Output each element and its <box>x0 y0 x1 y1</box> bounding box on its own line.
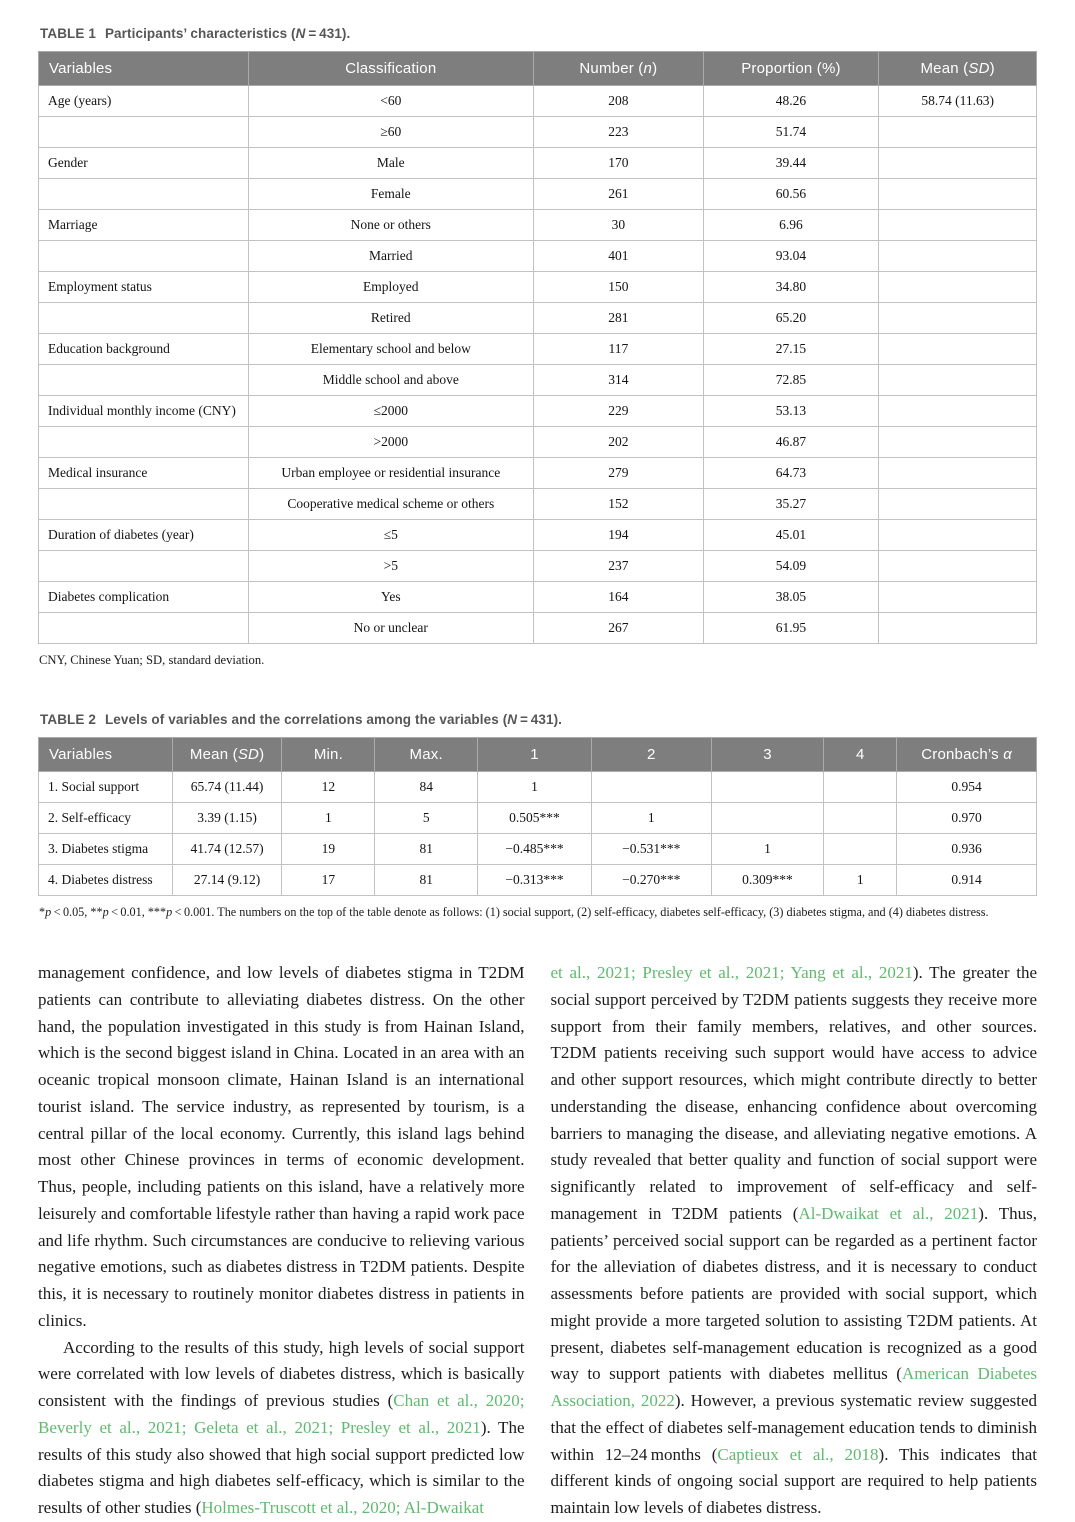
table-cell <box>879 334 1037 365</box>
table-cell: Medical insurance <box>39 458 249 489</box>
table-cell: Urban employee or residential insurance <box>248 458 533 489</box>
body-text-segment: ). This indicates that different kinds of ongoing social support are required to help patients maintain low levels of diabetes distress. <box>550 1444 1037 1517</box>
table-row <box>39 272 1037 303</box>
citation-link[interactable]: Al-Dwaikat et al., 2021 <box>798 1203 979 1223</box>
table-cell: 1 <box>478 772 592 803</box>
table-cell: Diabetes complication <box>39 582 249 613</box>
table-row <box>39 489 1037 520</box>
table-cell <box>879 613 1037 644</box>
table-cell: 202 <box>534 427 704 458</box>
column-header: Mean (SD) <box>879 52 1037 86</box>
table2-variable-correlations <box>38 737 1037 896</box>
table-cell: 0.970 <box>897 803 1037 834</box>
table-row <box>39 551 1037 582</box>
citation-link[interactable]: American Diabetes Association, 2022 <box>550 1364 1038 1410</box>
table-cell: 61.95 <box>703 613 879 644</box>
table-row <box>39 303 1037 334</box>
table-cell: 170 <box>534 148 704 179</box>
table-cell: 1 <box>824 865 897 896</box>
table-cell: 65.20 <box>703 303 879 334</box>
table-cell <box>711 772 824 803</box>
table-cell: 64.73 <box>703 458 879 489</box>
table-cell: 1 <box>591 803 711 834</box>
table-cell: 0.954 <box>897 772 1037 803</box>
table-cell: Education background <box>39 334 249 365</box>
table1-caption <box>40 26 1037 41</box>
table-cell: 39.44 <box>703 148 879 179</box>
table-cell <box>824 834 897 865</box>
table-row <box>39 613 1037 644</box>
table-row <box>39 772 1037 803</box>
table-cell <box>39 117 249 148</box>
table-cell: Marriage <box>39 210 249 241</box>
table-cell <box>711 803 824 834</box>
table2-caption <box>40 712 1037 727</box>
table-cell <box>879 303 1037 334</box>
table2-caption-text: Levels of variables and the correlations among the variables (N = 431). <box>104 712 563 727</box>
table-cell: Cooperative medical scheme or others <box>248 489 533 520</box>
table1-caption-text: Participants’ characteristics (N = 431). <box>104 26 351 41</box>
table-cell: Yes <box>248 582 533 613</box>
table2-header <box>39 738 1037 772</box>
table-cell: 0.914 <box>897 865 1037 896</box>
table-cell: 53.13 <box>703 396 879 427</box>
table-cell: 152 <box>534 489 704 520</box>
table-cell: None or others <box>248 210 533 241</box>
table-cell: 223 <box>534 117 704 148</box>
table-cell: 41.74 (12.57) <box>172 834 282 865</box>
table1-participants-characteristics <box>38 51 1037 644</box>
table-cell <box>879 520 1037 551</box>
table-cell: Married <box>248 241 533 272</box>
citation-link[interactable]: et al., 2021; Presley et al., 2021; Yang et al., 2021 <box>550 963 913 982</box>
table-cell: >2000 <box>248 427 533 458</box>
table-cell <box>879 210 1037 241</box>
table-cell <box>879 489 1037 520</box>
table-cell <box>879 272 1037 303</box>
table-cell: 93.04 <box>703 241 879 272</box>
table-cell: 48.26 <box>703 86 879 117</box>
body-column-right <box>551 960 1038 1522</box>
table-row <box>39 241 1037 272</box>
table-row <box>39 582 1037 613</box>
table-cell: No or unclear <box>248 613 533 644</box>
table-cell <box>591 772 711 803</box>
table-cell: Elementary school and below <box>248 334 533 365</box>
table-cell: 81 <box>375 834 478 865</box>
table-cell: 1. Social support <box>39 772 173 803</box>
table-row <box>39 834 1037 865</box>
table-cell: 237 <box>534 551 704 582</box>
table-cell: 1 <box>711 834 824 865</box>
table-cell: 65.74 (11.44) <box>172 772 282 803</box>
table-cell: Age (years) <box>39 86 249 117</box>
table-cell: ≥60 <box>248 117 533 148</box>
table-cell: 5 <box>375 803 478 834</box>
column-header: Variables <box>39 738 173 772</box>
table-cell: 164 <box>534 582 704 613</box>
column-header: 2 <box>591 738 711 772</box>
citation-link[interactable]: Captieux et al., 2018 <box>717 1444 879 1464</box>
table-row <box>39 179 1037 210</box>
table-cell: Male <box>248 148 533 179</box>
table-cell <box>39 303 249 334</box>
table-cell: Individual monthly income (CNY) <box>39 396 249 427</box>
table-row <box>39 803 1037 834</box>
paragraph <box>551 960 1038 1522</box>
table-row <box>39 365 1037 396</box>
table2-body <box>39 772 1037 896</box>
body-text <box>38 960 1037 1522</box>
table-cell: 19 <box>282 834 375 865</box>
body-text-segment: ). The greater the social support perceived by T2DM patients suggests they receive more support from their family members, relatives, and other sources. T2DM patients receiving such support would have access to advice and other support resources, which might contribute directly to better understanding the disease, enhancing confidence about overcoming barriers to managing the disease, and alleviating negative emotions. A study revealed that better quality and function of social support were significantly related to improvement of self-efficacy and self-management in T2DM patients ( <box>550 963 1038 1223</box>
table-cell: 314 <box>534 365 704 396</box>
table2-section <box>38 712 1037 920</box>
table-cell: −0.270*** <box>591 865 711 896</box>
table1-body <box>39 86 1037 644</box>
table-cell: 46.87 <box>703 427 879 458</box>
table-row <box>39 520 1037 551</box>
table1-footnote: CNY, Chinese Yuan; SD, standard deviation. <box>39 653 265 667</box>
table-cell: 150 <box>534 272 704 303</box>
table-cell: 1 <box>282 803 375 834</box>
table-cell: 27.14 (9.12) <box>172 865 282 896</box>
table-cell <box>879 179 1037 210</box>
table-cell: 0.505*** <box>478 803 592 834</box>
table-cell: Employment status <box>39 272 249 303</box>
table-cell: 281 <box>534 303 704 334</box>
table-row <box>39 86 1037 117</box>
table-cell <box>879 427 1037 458</box>
citation-link[interactable]: Holmes-Truscott et al., 2020; Al-Dwaikat <box>201 1498 485 1517</box>
column-header: Min. <box>282 738 375 772</box>
table1-caption-label: TABLE 1 <box>40 26 96 41</box>
table-cell: 2. Self-efficacy <box>39 803 173 834</box>
column-header: Number (n) <box>534 52 704 86</box>
table-cell: ≤2000 <box>248 396 533 427</box>
table-cell: 81 <box>375 865 478 896</box>
table-cell <box>879 396 1037 427</box>
table-cell: Gender <box>39 148 249 179</box>
table-row <box>39 458 1037 489</box>
table2-footnote: *p < 0.05, **p < 0.01, ***p < 0.001. The numbers on the top of the table denote as follows: (1) social support, (2) self-efficacy, diabetes self-efficacy, (3) diabetes stigma, and (4) diabetes distress. <box>39 905 989 919</box>
table-cell <box>824 803 897 834</box>
column-header: Classification <box>248 52 533 86</box>
table-row <box>39 865 1037 896</box>
body-text-segment: ). However, a previous systematic review suggested that the effect of diabetes self-management education tends to diminish within 12–24 months ( <box>550 1391 1037 1464</box>
table-cell: 208 <box>534 86 704 117</box>
table-cell <box>39 365 249 396</box>
table-cell <box>879 551 1037 582</box>
table-cell <box>879 365 1037 396</box>
body-column-left <box>38 960 525 1522</box>
table1-header <box>39 52 1037 86</box>
table-cell <box>879 458 1037 489</box>
column-header: Max. <box>375 738 478 772</box>
table-cell: >5 <box>248 551 533 582</box>
table-cell: 401 <box>534 241 704 272</box>
table-cell: 0.309*** <box>711 865 824 896</box>
table-cell <box>879 241 1037 272</box>
table-cell: <60 <box>248 86 533 117</box>
body-text-segment: management confidence, and low levels of diabetes stigma in T2DM patients can contribute to alleviating diabetes distress. On the other hand, the population investigated in this study is from Hainan Island, which is the second biggest island in China. Located in an area with an oceanic tropical monsoon climate, Hainan Island is an international tourist island. The service industry, as represented by tourism, is a central pillar of the local economy. Currently, this island lags behind most other Chinese provinces in terms of economic development. Thus, people, including patients on this island, have a relatively more leisurely and comfortable lifestyle rather than having a rapid work pace and life rhythm. Such circumstances are conducive to relieving various negative emotions, such as diabetes distress in T2DM patients. Despite this, it is necessary to routinely monitor diabetes distress in patients in clinics. <box>38 963 525 1330</box>
table-row <box>39 396 1037 427</box>
column-header: Variables <box>39 52 249 86</box>
table-cell: 0.936 <box>897 834 1037 865</box>
table-cell: 3.39 (1.15) <box>172 803 282 834</box>
table-cell <box>39 427 249 458</box>
table-row <box>39 117 1037 148</box>
table-cell: 84 <box>375 772 478 803</box>
table-cell: 6.96 <box>703 210 879 241</box>
table-cell: 30 <box>534 210 704 241</box>
column-header: Mean (SD) <box>172 738 282 772</box>
table-cell: 45.01 <box>703 520 879 551</box>
column-header: Proportion (%) <box>703 52 879 86</box>
table-cell: −0.531*** <box>591 834 711 865</box>
body-text-segment: ). The results of this study also showed that high social support predicted low diabetes stigma and high diabetes self-efficacy, which is similar to the results of other studies ( <box>38 1417 525 1517</box>
table-cell: 117 <box>534 334 704 365</box>
table-cell: 60.56 <box>703 179 879 210</box>
citation-link[interactable]: Chan et al., 2020; Beverly et al., 2021; Geleta et al., 2021; Presley et al., 2021 <box>38 1391 525 1437</box>
table-cell <box>824 772 897 803</box>
table-cell: 51.74 <box>703 117 879 148</box>
table-cell: 4. Diabetes distress <box>39 865 173 896</box>
table-cell: 58.74 (11.63) <box>879 86 1037 117</box>
table-cell: −0.313*** <box>478 865 592 896</box>
table-cell: Female <box>248 179 533 210</box>
table-cell <box>879 582 1037 613</box>
table-cell <box>39 613 249 644</box>
body-text-segment: ). Thus, patients’ perceived social support can be regarded as a pertinent factor for the alleviation of diabetes distress, and it is necessary to conduct assessments before patients are provided with social support, which might provide a more targeted solution to assisting T2DM patients. At present, diabetes self-management education is recognized as a good way to support patients with diabetes mellitus ( <box>550 1203 1037 1384</box>
table-cell <box>879 148 1037 179</box>
table-cell: Duration of diabetes (year) <box>39 520 249 551</box>
table-row <box>39 427 1037 458</box>
table-cell: 54.09 <box>703 551 879 582</box>
table-row <box>39 148 1037 179</box>
column-header: 3 <box>711 738 824 772</box>
paragraph <box>38 1335 525 1522</box>
table-cell: 229 <box>534 396 704 427</box>
table-cell: −0.485*** <box>478 834 592 865</box>
body-text-segment: According to the results of this study, high levels of social support were correlated with low levels of diabetes distress, which is basically consistent with the findings of previous studies ( <box>38 1337 525 1410</box>
table-cell <box>39 489 249 520</box>
column-header: Cronbach’s α <box>897 738 1037 772</box>
table-cell: Employed <box>248 272 533 303</box>
table-cell: 267 <box>534 613 704 644</box>
table-row <box>39 210 1037 241</box>
table-cell: Middle school and above <box>248 365 533 396</box>
table-cell: Retired <box>248 303 533 334</box>
table-cell: 3. Diabetes stigma <box>39 834 173 865</box>
paragraph <box>38 960 525 1335</box>
table-cell: ≤5 <box>248 520 533 551</box>
column-header: 4 <box>824 738 897 772</box>
table-cell: 17 <box>282 865 375 896</box>
table2-caption-label: TABLE 2 <box>40 712 96 727</box>
table-row <box>39 334 1037 365</box>
table-cell <box>39 551 249 582</box>
table-cell <box>879 117 1037 148</box>
column-header: 1 <box>478 738 592 772</box>
table-cell: 261 <box>534 179 704 210</box>
table-cell: 12 <box>282 772 375 803</box>
table-cell: 27.15 <box>703 334 879 365</box>
table-cell: 38.05 <box>703 582 879 613</box>
table-cell: 194 <box>534 520 704 551</box>
table-cell: 279 <box>534 458 704 489</box>
table-cell: 72.85 <box>703 365 879 396</box>
table-cell <box>39 179 249 210</box>
table-cell: 35.27 <box>703 489 879 520</box>
table-cell: 34.80 <box>703 272 879 303</box>
table-cell <box>39 241 249 272</box>
